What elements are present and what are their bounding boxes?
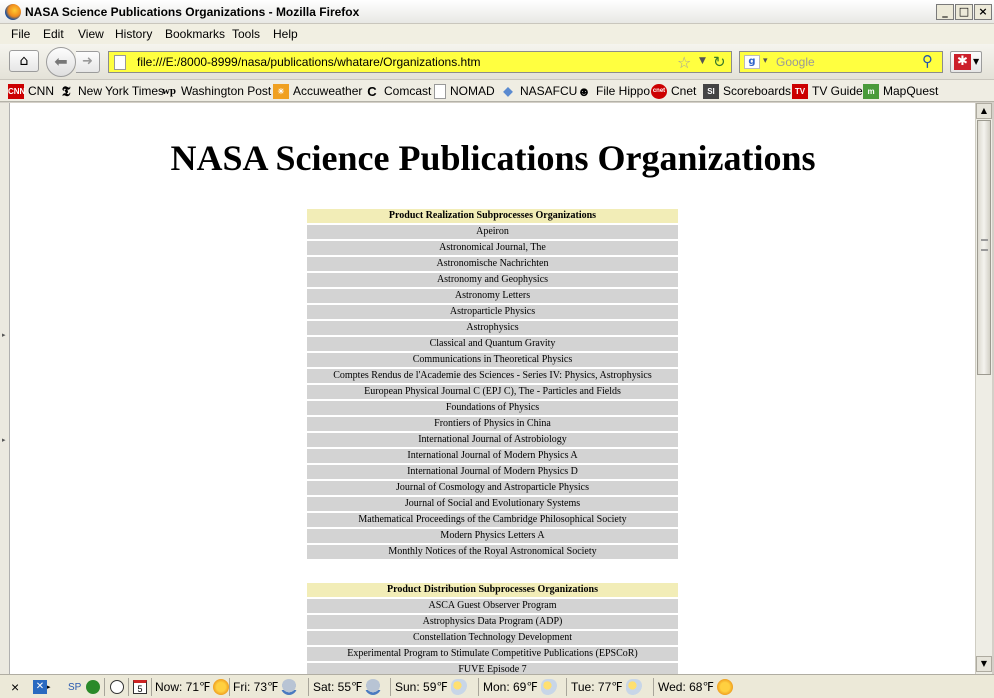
scroll-down-icon: ▼ (980, 659, 988, 668)
cnn-icon: CNN (8, 84, 24, 99)
tvguide-icon: TV (792, 84, 808, 99)
status-separator (128, 678, 129, 696)
table-row: Modern Physics Letters A (307, 529, 678, 543)
status-separator (229, 678, 230, 696)
bookmark-file-hippo[interactable]: ☻ File Hippo (577, 83, 651, 99)
weather-sat[interactable]: Sat: 55℉ (313, 679, 381, 695)
status-separator (308, 678, 309, 696)
table-row: International Journal of Modern Physics A (307, 449, 678, 463)
table-row: Astronomical Journal, The (307, 241, 678, 255)
bookmark-tv-guide[interactable]: TV TV Guide (792, 83, 863, 99)
minimize-button[interactable]: _ (936, 4, 954, 20)
status-separator (566, 678, 567, 696)
distribution-organizations-table (307, 583, 678, 674)
mapquest-icon: m (863, 84, 879, 99)
partly-cloudy-icon (451, 679, 467, 695)
bookmark-accuweather[interactable]: ☀ Accuweather (273, 83, 362, 99)
status-separator (151, 678, 152, 696)
table-row: Frontiers of Physics in China (307, 417, 678, 431)
clock-icon[interactable] (110, 679, 124, 695)
close-button[interactable]: × (974, 4, 992, 20)
table-row: Journal of Cosmology and Astroparticle Physics (307, 481, 678, 495)
reload-icon[interactable]: ↻ (713, 53, 726, 71)
url-dropdown-icon[interactable]: ▼ (699, 56, 706, 66)
rain-cloud-icon (365, 679, 381, 695)
table-header: Product Realization Subprocesses Organizations (307, 209, 678, 223)
table-row: Astronomy and Geophysics (307, 273, 678, 287)
table-row: ASCA Guest Observer Program (307, 599, 678, 613)
weather-sun[interactable]: Sun: 59℉ (395, 679, 467, 695)
table-row: Astronomische Nachrichten (307, 257, 678, 271)
x-addon-icon[interactable]: ✕ ▸ (33, 679, 51, 695)
splitter-arrow-icon: ▸ (2, 436, 6, 444)
sun-icon (213, 679, 229, 695)
bookmark-nasafcu[interactable]: ◆ NASAFCU (500, 83, 577, 99)
page-content (9, 103, 975, 674)
partly-cloudy-icon (626, 679, 642, 695)
table-row: Mathematical Proceedings of the Cambridge Philosophical Society (307, 513, 678, 527)
table-row: Astronomy Letters (307, 289, 678, 303)
sp-addon-icon[interactable]: SP (68, 681, 82, 693)
bookmark-comcast[interactable]: C Comcast (364, 83, 431, 99)
bookmark-cnn[interactable]: CNN CNN (8, 84, 54, 98)
table-row: Comptes Rendus de l'Academie des Sciences - Series IV: Physics, Astrophysics (307, 369, 678, 383)
table-row: Experimental Program to Stimulate Competitive Publications (EPSCoR) (307, 647, 678, 661)
page-icon (114, 55, 126, 70)
wp-icon: wp (161, 84, 177, 97)
status-separator (104, 678, 105, 696)
cnet-icon: cnet (651, 84, 667, 99)
navigation-toolbar (0, 44, 994, 80)
calendar-icon[interactable]: 5 (133, 679, 147, 695)
comcast-icon: C (367, 83, 377, 99)
status-bar (0, 674, 994, 698)
bookmark-cnet[interactable]: cnet Cnet (652, 84, 697, 98)
table-row: Constellation Technology Development (307, 631, 678, 645)
bookmark-star-icon[interactable]: ☆ (677, 53, 692, 72)
status-separator (390, 678, 391, 696)
menu-history[interactable]: History (115, 27, 153, 41)
weather-mon[interactable]: Mon: 69℉ (483, 679, 557, 695)
table-row: International Journal of Modern Physics D (307, 465, 678, 479)
realization-organizations-table (307, 209, 678, 561)
table-row: Astrophysics Data Program (ADP) (307, 615, 678, 629)
search-engine-dropdown-icon[interactable]: ▾ (763, 56, 768, 66)
back-button[interactable] (46, 47, 76, 77)
weather-tue[interactable]: Tue: 77℉ (571, 679, 642, 695)
scroll-thumb[interactable] (977, 120, 991, 375)
maximize-button[interactable]: □ (955, 4, 973, 20)
addon-icon: ✱ (954, 54, 971, 70)
menu-edit[interactable]: Edit (43, 27, 64, 41)
scroll-up-button[interactable] (976, 103, 992, 119)
scroll-down-button[interactable] (976, 656, 992, 672)
search-icon[interactable]: ⚲ (922, 52, 933, 70)
forward-arrow-icon: ➜ (82, 54, 93, 69)
addon-dropdown-icon: ▼ (973, 57, 980, 66)
scroll-grip-icon (981, 239, 988, 251)
si-icon: SI (703, 84, 719, 99)
home-icon: ⌂ (19, 53, 29, 69)
table-row: Astroparticle Physics (307, 305, 678, 319)
accuweather-icon: ☀ (273, 84, 289, 99)
menu-view[interactable]: View (78, 27, 104, 41)
vertical-scrollbar[interactable] (975, 103, 992, 674)
search-placeholder[interactable]: Google (776, 55, 815, 69)
nyt-icon: 𝕿 (61, 82, 71, 99)
table-row: Apeiron (307, 225, 678, 239)
table-row: Communications in Theoretical Physics (307, 353, 678, 367)
partly-cloudy-icon (541, 679, 557, 695)
bookmark-mapquest[interactable]: m MapQuest (863, 83, 938, 99)
menu-help[interactable]: Help (273, 27, 298, 41)
sun-icon (717, 679, 733, 695)
google-icon[interactable]: g (744, 55, 760, 69)
table-row: Astrophysics (307, 321, 678, 335)
filehippo-icon: ☻ (577, 83, 591, 99)
page-icon (434, 84, 446, 99)
status-separator (478, 678, 479, 696)
url-text[interactable]: file:///E:/8000-8999/nasa/publications/whatare/Organizations.htm (137, 55, 481, 69)
bookmark-scoreboards[interactable]: SI Scoreboards (703, 83, 791, 99)
table-row: Classical and Quantum Gravity (307, 337, 678, 351)
nasafcu-icon: ◆ (503, 83, 513, 98)
table-header: Product Distribution Subprocesses Organizations (307, 583, 678, 597)
forward-button[interactable] (76, 51, 100, 73)
bookmark-nyt[interactable]: 𝕿 New York Times (58, 83, 164, 99)
weather-fri[interactable]: Fri: 73℉ (233, 679, 297, 695)
table-row: International Journal of Astrobiology (307, 433, 678, 447)
home-button[interactable] (9, 50, 39, 72)
splitter-arrow-icon: ▸ (2, 331, 6, 339)
table-row: European Physical Journal C (EPJ C), The - Particles and Fields (307, 385, 678, 399)
menu-bar (0, 24, 994, 44)
rain-cloud-icon (281, 679, 297, 695)
menu-bookmarks[interactable]: Bookmarks (165, 27, 226, 41)
table-row: Foundations of Physics (307, 401, 678, 415)
scroll-up-icon: ▲ (980, 106, 988, 115)
search-box[interactable] (739, 51, 943, 73)
weather-now[interactable]: Now: 71℉ (155, 679, 229, 695)
weather-wed[interactable]: Wed: 68℉ (658, 679, 733, 695)
table-row: FUVE Episode 7 (307, 663, 678, 674)
bookmarks-toolbar (0, 80, 994, 102)
addon-button[interactable] (950, 51, 982, 73)
status-globe-icon[interactable] (86, 679, 100, 695)
url-bar[interactable] (108, 51, 732, 73)
status-separator (653, 678, 654, 696)
close-addon-bar-button[interactable]: × (11, 679, 20, 695)
title-bar (0, 0, 994, 24)
back-arrow-icon: ⬅ (54, 52, 68, 71)
table-row: Monthly Notices of the Royal Astronomical Society (307, 545, 678, 559)
sidebar-splitter[interactable] (0, 103, 9, 674)
menu-tools[interactable]: Tools (232, 27, 261, 41)
firefox-icon (5, 4, 21, 20)
window-title: NASA Science Publications Organizations - Mozilla Firefox (25, 5, 360, 19)
bookmark-washington-post[interactable]: wp Washington Post (161, 84, 272, 98)
table-row: Journal of Social and Evolutionary Systems (307, 497, 678, 511)
menu-file[interactable]: File (11, 27, 31, 41)
page-title: NASA Science Publications Organizations (170, 138, 816, 178)
bookmark-nomad[interactable]: NOMAD (434, 83, 495, 99)
